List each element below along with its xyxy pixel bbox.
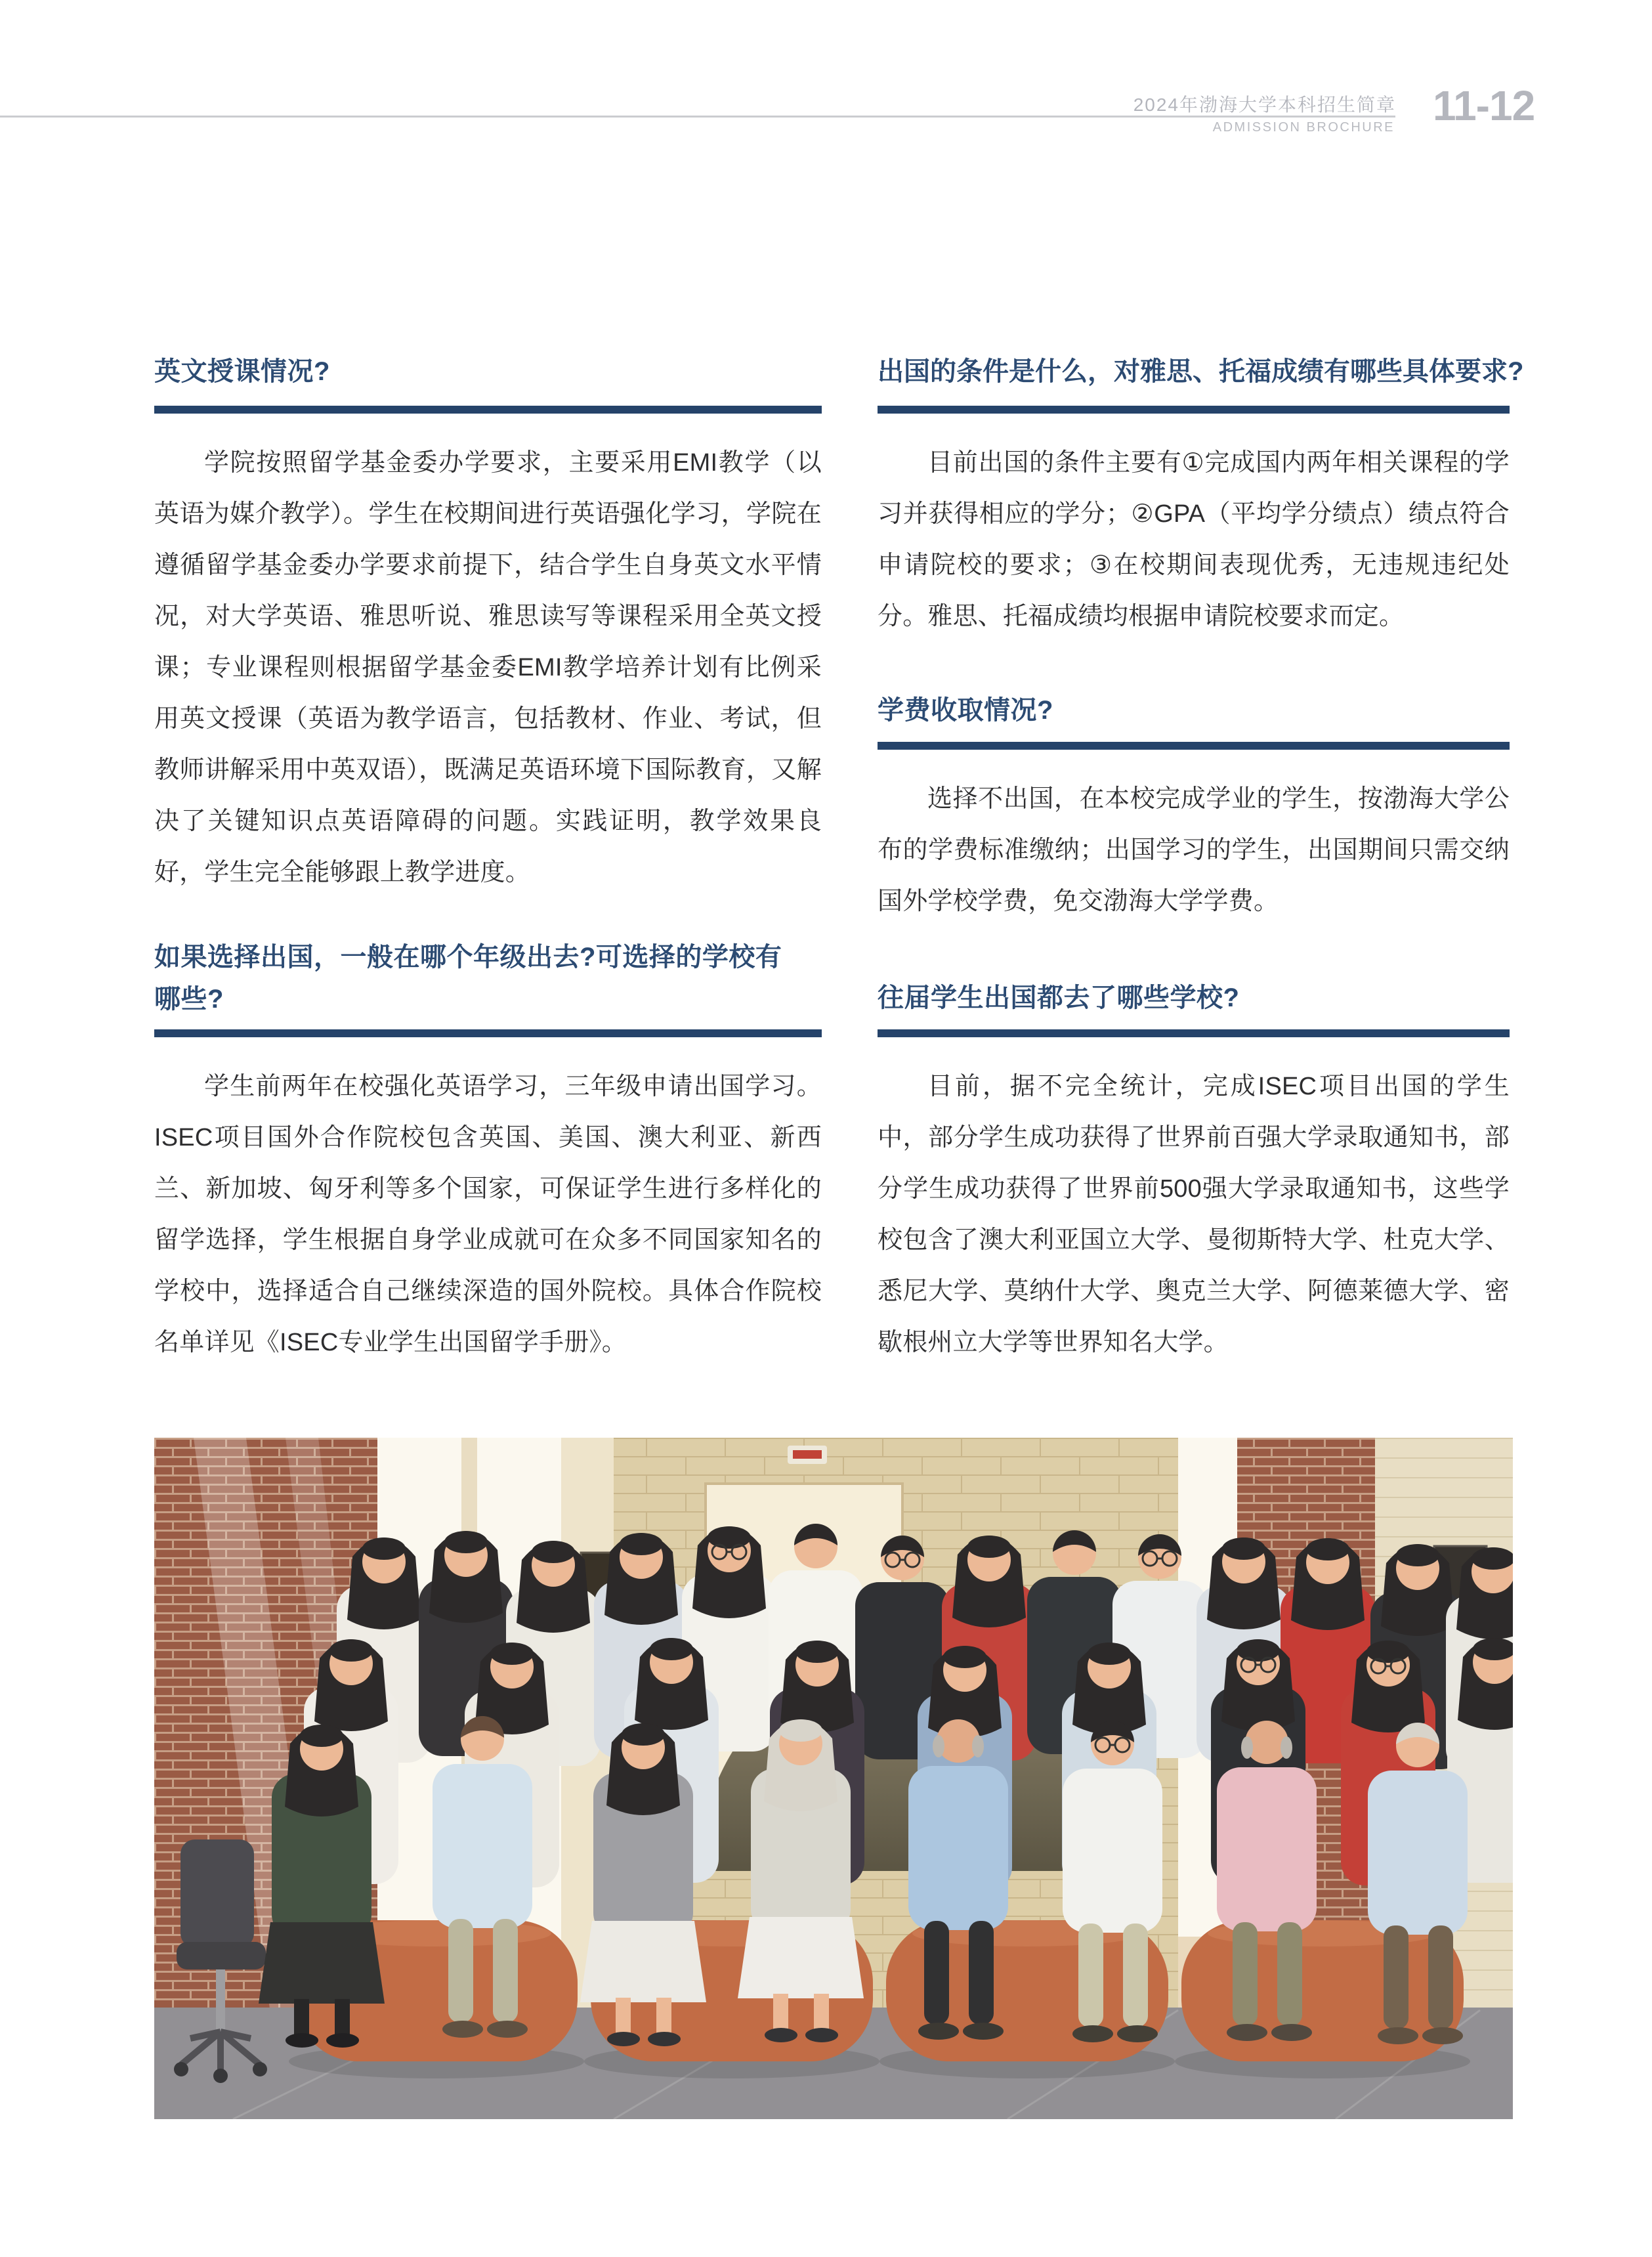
page-number: 11-12 <box>1433 82 1535 129</box>
section-body-destination-schools: 目前，据不完全统计，完成ISEC项目出国的学生中，部分学生成功获得了世界前百强大学录取通知书，部分学生成功获得了世界前500强大学录取通知书，这些学校包含了澳大利亚国立大学、曼彻斯特大学、杜克大学、悉尼大学、莫纳什大学、奥克兰大学、阿德莱德大学、密歇根州立大学等世界知名大学。 <box>878 1073 1510 1356</box>
section-rule <box>154 406 822 414</box>
section-body-english-teaching: 学院按照留学基金委办学要求，主要采用EMI教学（以英语为媒介教学）。学生在校期间进行英语强化学习，学院在遵循留学基金委办学要求前提下，结合学生自身英文水平情况，对大学英语、雅思听说、雅思读写等课程采用全英文授课；专业课程则根据留学基金委EMI教学培养计划有比例采用英文授课（英语为教学语言，包括教材、作业、考试，但教师讲解采用中英双语），既满足英语环境下国际教育，又解决了关键知识点英语障碍的问题。实践证明，教学效果良好，学生完全能够跟上教学进度。 <box>154 449 822 886</box>
section-title-english-teaching: 英文授课情况? <box>154 357 330 386</box>
group-photo-illustration <box>154 1438 1513 2119</box>
section-rule <box>154 1029 822 1037</box>
group-photo <box>154 1438 1513 2119</box>
section-body-which-grade-abroad: 学生前两年在校强化英语学习，三年级申请出国学习。ISEC项目国外合作院校包含英国、美国、澳大利亚、新西兰、新加坡、匈牙利等多个国家，可保证学生进行多样化的留学选择，学生根据自身学业成就可在众多不同国家知名的学校中，选择适合自己继续深造的国外院校。具体合作院校名单详见《ISEC专业学生出国留学手册》。 <box>154 1073 822 1356</box>
section-rule <box>878 406 1510 414</box>
section-body-tuition: 选择不出国，在本校完成学业的学生，按渤海大学公布的学费标准缴纳；出国学习的学生，出国期间只需交纳国外学校学费，免交渤海大学学费。 <box>878 785 1510 915</box>
header-title-cn: 2024年渤海大学本科招生简章 <box>1133 95 1396 115</box>
section-title-which-grade-abroad: 如果选择出国，一般在哪个年级出去?可选择的学校有哪些? <box>154 943 782 1014</box>
section-title-tuition: 学费收取情况? <box>878 696 1053 725</box>
section-rule <box>878 1029 1510 1037</box>
header-title-en: ADMISSION BROCHURE <box>1212 120 1395 135</box>
section-rule <box>878 742 1510 750</box>
section-title-destination-schools: 往届学生出国都去了哪些学校? <box>878 983 1240 1012</box>
section-title-abroad-requirements: 出国的条件是什么，对雅思、托福成绩有哪些具体要求? <box>878 357 1524 386</box>
section-body-abroad-requirements: 目前出国的条件主要有①完成国内两年相关课程的学习并获得相应的学分；②GPA（平均学分绩点）绩点符合申请院校的要求；③在校期间表现优秀，无违规违纪处分。雅思、托福成绩均根据申请院校要求而定。 <box>878 449 1510 630</box>
